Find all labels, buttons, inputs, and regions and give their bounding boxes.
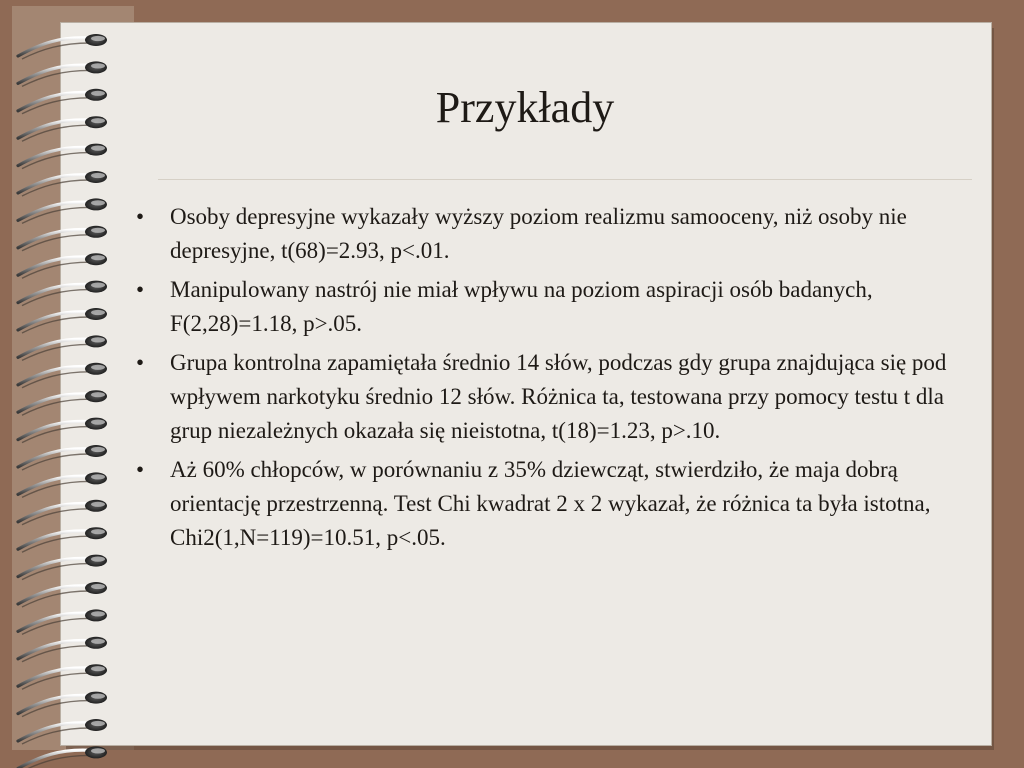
bullet-marker: • — [135, 204, 145, 229]
bullet-list — [130, 200, 970, 560]
bullet-text: Grupa kontrolna zapamiętała średnio 14 słów, podczas gdy grupa znajdująca się pod wpływem narkotyku średnio 12 słów. Różnica ta, testowana przy pomocy testu t dla grup niezależnych okazała się nieistotna, t(18)=1.23, p>.10. — [170, 350, 947, 443]
bullet-item — [130, 346, 970, 448]
bullet-item — [130, 453, 970, 555]
bullet-marker: • — [135, 457, 145, 482]
slide-title: Przykłady — [435, 83, 615, 132]
bullet-item — [130, 200, 970, 268]
bullet-text: Aż 60% chłopców, w porównaniu z 35% dziewcząt, stwierdziło, że maja dobrą orientację przestrzenną. Test Chi kwadrat 2 x 2 wykazał, że różnica ta była istotna, Chi2(1,N=119)=10.51, p<.05. — [170, 457, 931, 550]
bullet-marker: • — [135, 350, 145, 375]
bullet-text: Manipulowany nastrój nie miał wpływu na poziom aspiracji osób badanych, F(2,28)=1.18, p>.05. — [170, 277, 873, 336]
bullet-item — [130, 273, 970, 341]
bullet-text: Osoby depresyjne wykazały wyższy poziom realizmu samooceny, niż osoby nie depresyjne, t(68)=2.93, p<.01. — [170, 204, 907, 263]
bullet-marker: • — [135, 277, 145, 302]
title-divider — [158, 179, 972, 180]
